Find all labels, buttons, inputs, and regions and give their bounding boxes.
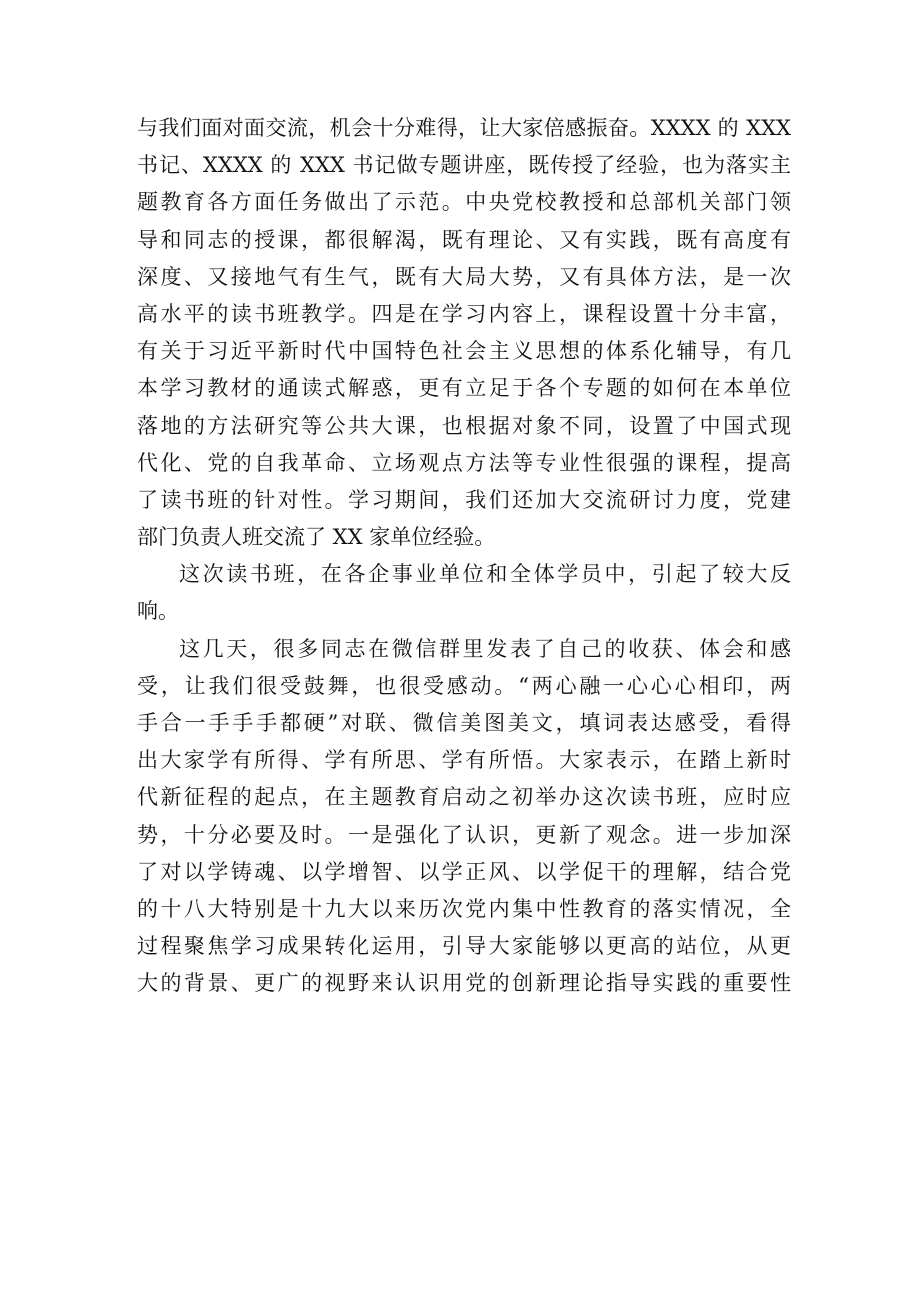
text-line: 的十八大特别是十九大以来历次党内集中性教育的落实情况，全 xyxy=(137,896,791,921)
text-line: 导和同志的授课，都很解渴，既有理论、又有实践，既有高度有 xyxy=(137,227,791,252)
text-line: 题教育各方面任务做出了示范。中央党校教授和总部机关部门领 xyxy=(137,190,791,215)
text-line: 响。 xyxy=(137,599,179,624)
text-line: 本学习教材的通读式解惑，更有立足于各个专题的如何在本单位 xyxy=(137,376,791,401)
text-line: 部门负责人班交流了 XX 家单位经验。 xyxy=(137,525,496,550)
text-line: 代化、党的自我革命、立场观点方法等专业性很强的课程，提高 xyxy=(137,450,791,475)
text-line: 高水平的读书班教学。四是在学习内容上，课程设置十分丰富， xyxy=(137,301,791,326)
text-line: 落地的方法研究等公共大课，也根据对象不同，设置了中国式现 xyxy=(137,413,791,438)
text-line: 有关于习近平新时代中国特色社会主义思想的体系化辅导，有几 xyxy=(137,339,791,364)
text-line: 深度、又接地气有生气，既有大局大势，又有具体方法，是一次 xyxy=(137,264,791,289)
text-line: 手合一手手手都硬”对联、微信美图美文，填词表达感受，看得 xyxy=(137,711,791,735)
text-line: 势，十分必要及时。一是强化了认识，更新了观念。进一步加深 xyxy=(137,822,791,847)
text-line: 这次读书班，在各企事业单位和全体学员中，引起了较大反 xyxy=(179,562,791,587)
text-line: 代新征程的起点，在主题教育启动之初举办这次读书班，应时应 xyxy=(137,785,791,810)
text-line: 出大家学有所得、学有所思、学有所悟。大家表示，在踏上新时 xyxy=(137,748,791,773)
text-line: 了对以学铸魂、以学增智、以学正风、以学促干的理解，结合党 xyxy=(137,859,791,884)
text-line: 书记、XXXX 的 XXX 书记做专题讲座，既传授了经验，也为落实主 xyxy=(137,153,791,178)
text-line: 了读书班的针对性。学习期间，我们还加大交流研讨力度，党建 xyxy=(137,487,791,512)
body-text xyxy=(137,110,791,1003)
text-line: 大的背景、更广的视野来认识用党的创新理论指导实践的重要性 xyxy=(137,971,791,996)
text-line: 过程聚焦学习成果转化运用，引导大家能够以更高的站位，从更 xyxy=(137,934,791,959)
text-line: 这几天，很多同志在微信群里发表了自己的收获、体会和感 xyxy=(179,636,791,661)
text-line: 受，让我们很受鼓舞，也很受感动。“两心融一心心心相印，两 xyxy=(137,673,791,698)
text-line: 与我们面对面交流，机会十分难得，让大家倍感振奋。XXXX 的 XXX xyxy=(137,116,791,140)
